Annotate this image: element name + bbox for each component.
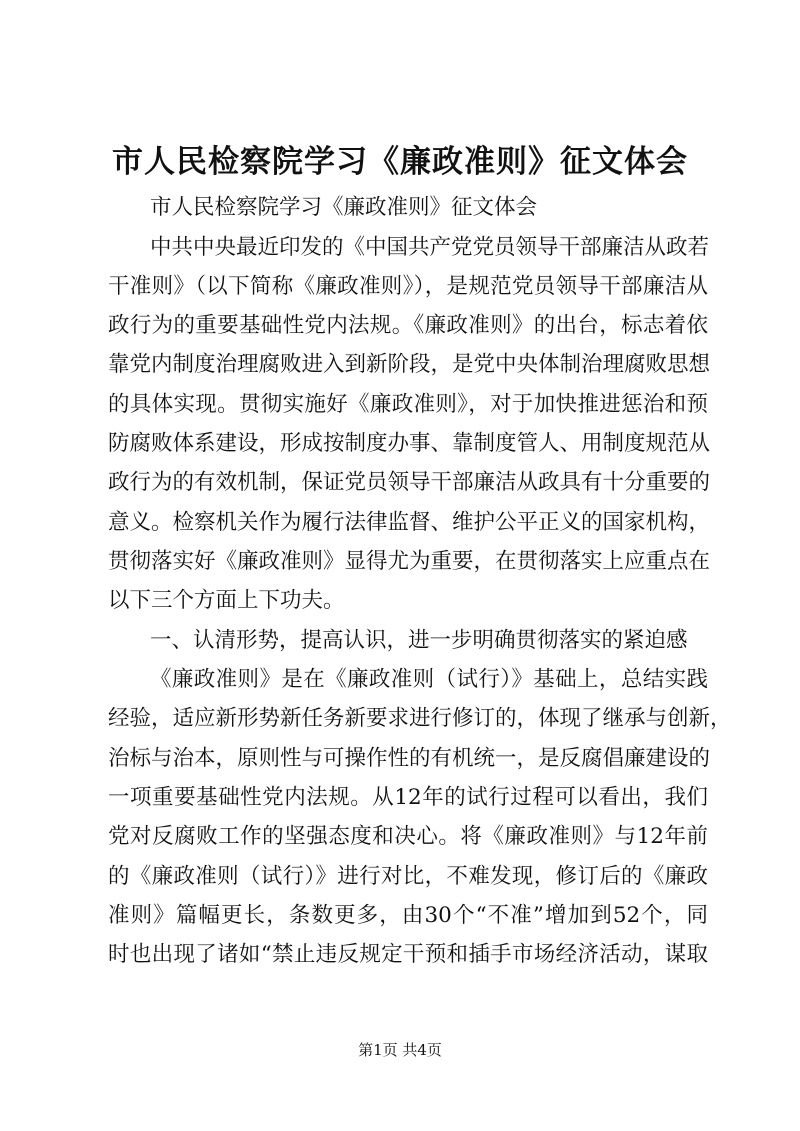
body-line: 时也出现了诸如“禁止违反规定干预和插手市场经济活动，谋取: [108, 942, 708, 967]
body-line: 政行为的有效机制，保证党员领导干部廉洁从政具有十分重要的: [108, 470, 711, 495]
subtitle-line: 市人民检察院学习《廉政准则》征文体会: [150, 195, 538, 220]
body-line: 经验，适应新形势新任务新要求进行修订的，体现了继承与创新，: [108, 706, 732, 731]
body-line: 中共中央最近印发的《中国共产党党员领导干部廉洁从政若: [150, 235, 710, 260]
body-line: 以下三个方面上下功夫。: [108, 588, 345, 613]
section-heading: 一、认清形势，提高认识，进一步明确贯彻落实的紧迫感: [150, 628, 688, 653]
page-footer: 第1页 共4页: [358, 1041, 442, 1059]
body-line: 靠党内制度治理腐败进入到新阶段，是党中央体制治理腐败思想: [108, 352, 711, 377]
body-line: 干准则》（以下简称《廉政准则》），是规范党员领导干部廉洁从: [108, 274, 708, 299]
body-line: 政行为的重要基础性党内法规。《廉政准则》的出台，标志着依: [108, 313, 708, 338]
body-line: 一项重要基础性党内法规。从12年的试行过程可以看出，我们: [108, 785, 708, 810]
body-line: 的《廉政准则（试行）》进行对比，不难发现，修订后的《廉政: [108, 864, 708, 889]
body-line: 意义。检察机关作为履行法律监督、维护公平正义的国家机构，: [108, 510, 711, 535]
body-line: 党对反腐败工作的坚强态度和决心。将《廉政准则》与12年前: [108, 824, 708, 849]
body-line: 治标与治本，原则性与可操作性的有机统一，是反腐倡廉建设的: [108, 746, 711, 771]
body-line: 贯彻落实好《廉政准则》显得尤为重要，在贯彻落实上应重点在: [108, 549, 711, 574]
document-title: 市人民检察院学习《廉政准则》征文体会: [112, 144, 688, 180]
body-line: 《廉政准则》是在《廉政准则（试行）》基础上，总结实践: [150, 667, 708, 692]
body-line: 准则》篇幅更长，条数更多，由30个“不准”增加到52个，同: [108, 903, 708, 928]
body-line: 防腐败体系建设，形成按制度办事、靠制度管人、用制度规范从: [108, 431, 711, 456]
body-line: 的具体实现。贯彻实施好《廉政准则》，对于加快推进惩治和预: [108, 392, 708, 417]
